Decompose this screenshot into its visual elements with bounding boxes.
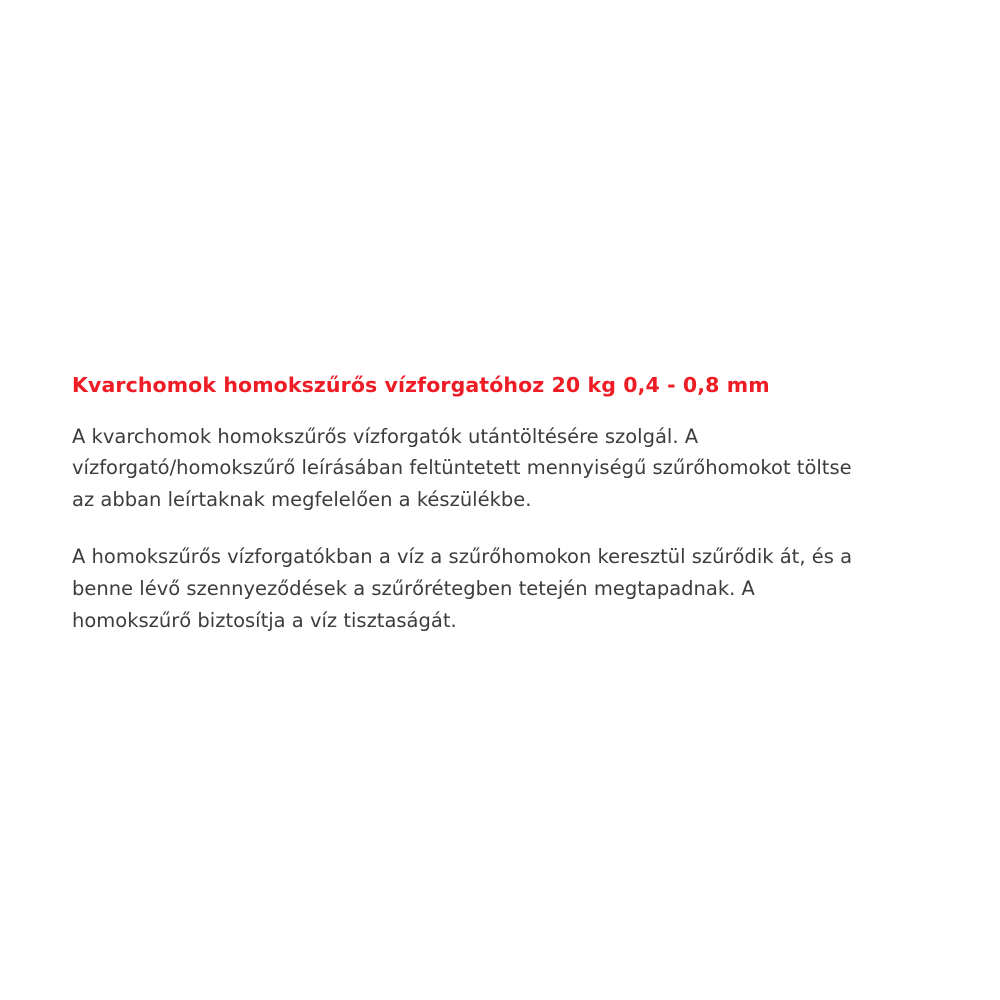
page-title: Kvarchomok homokszűrős vízforgatóhoz 20 kg 0,4 - 0,8 mm <box>72 373 770 397</box>
description-paragraph-1: A kvarchomok homokszűrős vízforgatók utántöltésére szolgál. A vízforgató/homokszűrő leírásában feltüntetett mennyiségű szűrőhomokot töltse az abban leírtaknak megfelelően a készülékbe. <box>72 424 852 511</box>
product-description-block <box>72 372 872 636</box>
description-paragraph-2: A homokszűrős vízforgatókban a víz a szűrőhomokon keresztül szűrődik át, és a benne lévő szennyeződések a szűrőrétegben tetején megtapadnak. A homokszűrő biztosítja a víz tisztaságát. <box>72 545 853 632</box>
